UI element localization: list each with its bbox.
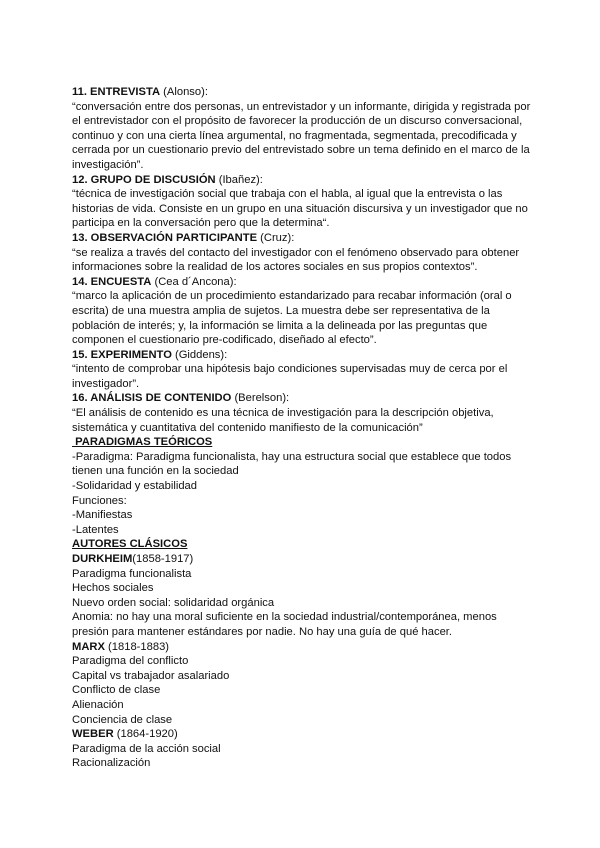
method-heading (72, 231, 532, 246)
author-heading-durkheim (72, 552, 532, 567)
author-note: Hechos sociales (72, 582, 154, 595)
method-heading (72, 275, 532, 290)
method-title: 16. ANÁLISIS DE CONTENIDO (72, 392, 232, 405)
method-definition: “El análisis de contenido es una técnica de investigación para la descripción objetiva, sistemática y cuantitativa del contenido manifiesto de la comunicación” (72, 407, 494, 434)
author-years: (1818-1883) (104, 640, 170, 653)
author-heading-marx (72, 640, 532, 655)
author-heading-weber (72, 727, 532, 742)
method-title: 14. ENCUESTA (72, 275, 152, 288)
author-note: Alienación (72, 698, 124, 711)
author-years: (1858-1917) (132, 553, 194, 565)
author-note: Paradigma del conflicto (72, 655, 189, 668)
method-heading (72, 391, 532, 406)
method-author: (Ibañez): (215, 173, 263, 186)
method-definition: “técnica de investigación social que trabaja con el habla, al igual que la entrevista o las historias de vida. Consiste en un grupo en una situación discursiva y un investigador que no participa en la conversación pero que la determina“. (72, 188, 528, 230)
method-heading (72, 348, 532, 363)
author-name: MARX (72, 640, 105, 653)
paradigmas-section-title: PARADIGMAS TEÓRICOS (72, 436, 213, 449)
paradigmas-line: Funciones: (72, 494, 127, 507)
method-author: (Alonso): (160, 86, 208, 98)
method-heading (72, 173, 532, 188)
author-note: Racionalización (72, 757, 151, 770)
method-definition: “conversación entre dos personas, un entrevistador y un informante, dirigida y registrada por el entrevistador con el propósito de favorecer la producción de un discurso conversacional, continuo y con una cierta línea argumental, no fragmentada, segmentada, precodificada y cerrada por un cuestionario previo del entrevistado sobre un tema definido en el marco de la investigación”. (72, 100, 531, 171)
author-note: Paradigma funcionalista (72, 567, 192, 580)
method-title: 13. OBSERVACIÓN PARTICIPANTE (72, 231, 258, 244)
author-note: Capital vs trabajador asalariado (72, 669, 230, 682)
document-content (72, 85, 532, 771)
author-name: DURKHEIM (72, 553, 133, 565)
paradigmas-line: -Latentes (72, 523, 119, 536)
paradigmas-line: -Paradigma: Paradigma funcionalista, hay una estructura social que establece que todos tienen una función en la sociedad (72, 450, 512, 478)
paradigmas-line: -Solidaridad y estabilidad (72, 480, 198, 493)
method-title: 12. GRUPO DE DISCUSIÓN (72, 173, 216, 186)
method-title: 11. ENTREVISTA (72, 86, 161, 98)
paradigmas-line: -Manifiestas (72, 509, 133, 522)
method-definition: “se realiza a través del contacto del investigador con el fenómeno observado para obtener informaciones sobre la realidad de los actores sociales en sus propios contextos”. (72, 246, 520, 274)
author-years: (1864-1920) (113, 728, 178, 741)
author-note: Conflicto de clase (72, 684, 161, 697)
method-title: 15. EXPERIMENTO (72, 348, 172, 361)
method-author: (Cruz): (257, 231, 295, 244)
author-note: Anomia: no hay una moral suficiente en la sociedad industrial/contemporánea, menos presión para mantener estándares por nadie. No hay una guía de qué hacer. (72, 611, 497, 638)
method-author: (Berelson): (231, 392, 290, 405)
method-definition: “intento de comprobar una hipótesis bajo condiciones supervisadas muy de cerca por el investigador”. (72, 363, 508, 390)
author-name: WEBER (72, 728, 114, 741)
author-note: Conciencia de clase (72, 713, 173, 726)
method-author: (Giddens): (171, 348, 228, 361)
method-author: (Cea d´Ancona): (151, 275, 237, 288)
method-definition: “marco la aplicación de un procedimiento estandarizado para recabar información (oral o escrita) de una muestra amplia de sujetos. La muestra debe ser representativa de la población de interés; y, la información se limita a la delineada por las preguntas que componen el cuestionario pre-codificado, diseñado al efecto”. (72, 290, 512, 347)
autores-section-title: AUTORES CLÁSICOS (72, 538, 188, 551)
method-heading (72, 85, 532, 100)
author-note: Paradigma de la acción social (72, 742, 221, 755)
author-note: Nuevo orden social: solidaridad orgánica (72, 596, 275, 609)
